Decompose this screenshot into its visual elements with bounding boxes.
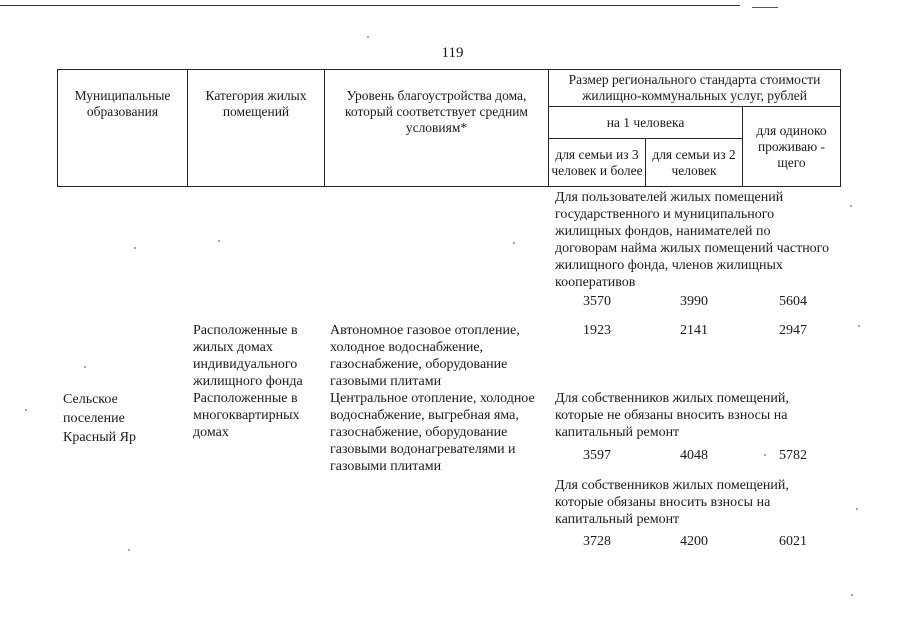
header-category: Категория жилых помещений [188,70,325,187]
apartment-level: Центральное отопление, холодное водоснабжение, выгребная яма, газоснабжение, оборудование газовыми водонагревателями и газовыми плитами [330,391,535,474]
scan-speck [128,549,130,551]
note-owners-fee: Для собственников жилых помещений, которые обязаны вносить взносы на капитальный ремонт [555,478,789,527]
scan-speck [850,205,852,207]
header-level: Уровень благоустройства дома, который соответствует средним условиям* [325,70,549,187]
owners-fee-value-family3: 3728 [583,534,611,549]
note-tenants: Для пользователей жилых помещений государственного и муниципального жилищных фондов, нанимателей по договорам найма жилых помещений частного жилищного фонда, членов жилищных кооперативов [555,190,830,290]
scan-speck [851,594,853,596]
scan-speck [513,242,515,244]
scan-speck [367,36,369,38]
top-rule-fragment [752,7,778,8]
owners-no-fee-value-family3: 3597 [583,448,611,463]
header-municipality: Муниципальные образования [58,70,188,187]
scan-speck [858,325,860,327]
owners-fee-value-single: 6021 [779,534,807,549]
header-single: для одиноко проживаю - щего [743,107,841,187]
individual-value-single: 2947 [779,323,807,338]
page-number: 119 [441,45,464,61]
note-owners-no-fee: Для собственников жилых помещений, которые не обязаны вносить взносы на капитальный ремонт [555,391,789,440]
tenants-value-single: 5604 [779,294,807,309]
owners-no-fee-value-family2: 4048 [680,448,708,463]
scan-speck [218,240,220,242]
individual-value-family2: 2141 [680,323,708,338]
scan-speck [134,247,136,249]
top-rule [0,5,740,6]
individual-category: Расположенные в жилых домах индивидуального жилищного фонда [193,323,303,389]
owners-fee-value-family2: 4200 [680,534,708,549]
tenants-value-family2: 3990 [680,294,708,309]
individual-level: Автономное газовое отопление, холодное водоснабжение, газоснабжение, оборудование газовыми плитами [330,323,520,389]
scan-speck [25,409,27,411]
municipality-name: Сельское поселение Красный Яр [63,392,136,445]
apartment-category: Расположенные в многоквартирных домах [193,391,300,440]
individual-value-family3: 1923 [583,323,611,338]
tenants-value-family3: 3570 [583,294,611,309]
owners-no-fee-value-single: 5782 [779,448,807,463]
scan-speck [84,366,86,368]
scan-speck [764,454,766,456]
header-family-2: для семьи из 2 человек [646,139,743,187]
table-header [57,69,841,187]
header-family-3: для семьи из 3 человек и более [549,139,646,187]
header-per-person: на 1 человека [549,107,743,139]
header-standard-size: Размер регионального стандарта стоимости жилищно-коммунальных услуг, рублей [549,70,841,107]
scan-speck [856,508,858,510]
